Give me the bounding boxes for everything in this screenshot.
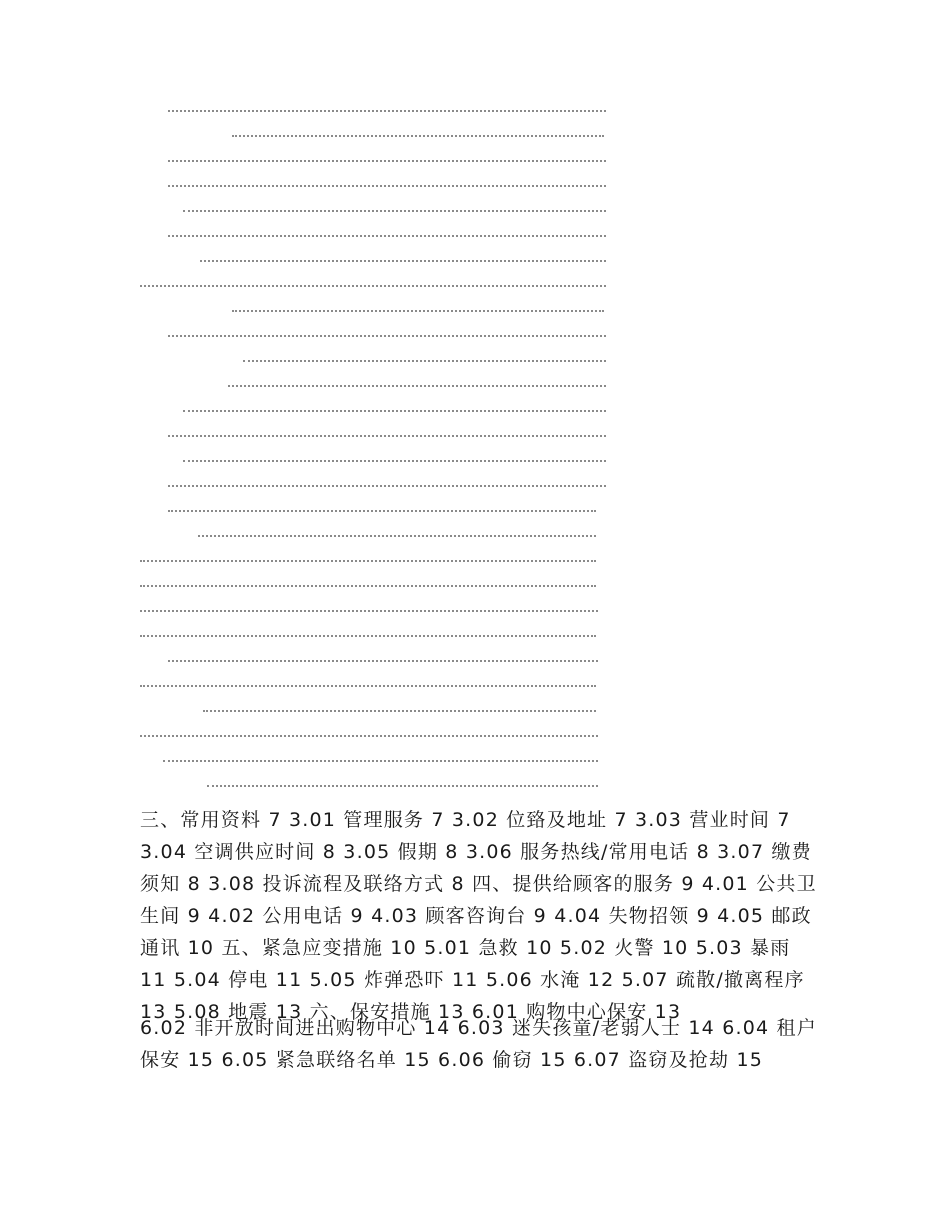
leader-line [140, 635, 596, 637]
leader-line [243, 360, 606, 362]
leader-line [168, 110, 606, 112]
leader-line [140, 285, 606, 287]
leader-line [203, 710, 596, 712]
leader-line [198, 535, 596, 537]
leader-line [140, 735, 598, 737]
leader-line [140, 560, 596, 562]
leader-line [140, 685, 596, 687]
leader-line [228, 385, 606, 387]
leader-line [183, 460, 606, 462]
leader-line [140, 585, 596, 587]
leader-line [200, 260, 606, 262]
leader-line [168, 160, 606, 162]
leader-line [168, 335, 606, 337]
leader-line [168, 510, 596, 512]
leader-line [168, 185, 606, 187]
leader-line [168, 660, 598, 662]
leader-line [232, 310, 604, 312]
leader-line [183, 410, 606, 412]
leader-line [163, 760, 598, 762]
leader-line [183, 210, 606, 212]
leader-line [168, 485, 606, 487]
leader-line [207, 785, 598, 787]
toc-paragraph: 三、常用资料 7 3.01 管理服务 7 3.02 位臵及地址 7 3.03 营业时间 7 3.04 空调供应时间 8 3.05 假期 8 3.06 服务热线/常用电话 8 3.07 缴费须知 8 3.08 投诉流程及联络方式 8 四、提供给顾客的服务 9 4.01 公共卫生间 9 4.02 公用电话 9 4.03 顾客咨询台 9 4.04 失物招领 9 4.05 邮政通讯 10 五、紧急应变措施 10 5.01 急救 10 5.02 火警 10 5.03 暴雨 11 5.04 停电 11 5.05 炸弹恐吓 11 5.06 水淹 12 5.07 疏散/撤离程序 13 5.08 地震 13 六、保安措施 13 6.01 购物中心保安 13 [140, 809, 817, 1023]
toc-paragraph: 6.02 非开放时间进出购物中心 14 6.03 迷失孩童/老弱人士 14 6.04 租户保安 15 6.05 紧急联络名单 15 6.06 偷窃 15 6.07 盗窃及抢劫 15 [140, 1017, 817, 1071]
leader-line [232, 135, 604, 137]
leader-line [140, 610, 598, 612]
leader-line [168, 235, 606, 237]
leader-line [168, 435, 606, 437]
